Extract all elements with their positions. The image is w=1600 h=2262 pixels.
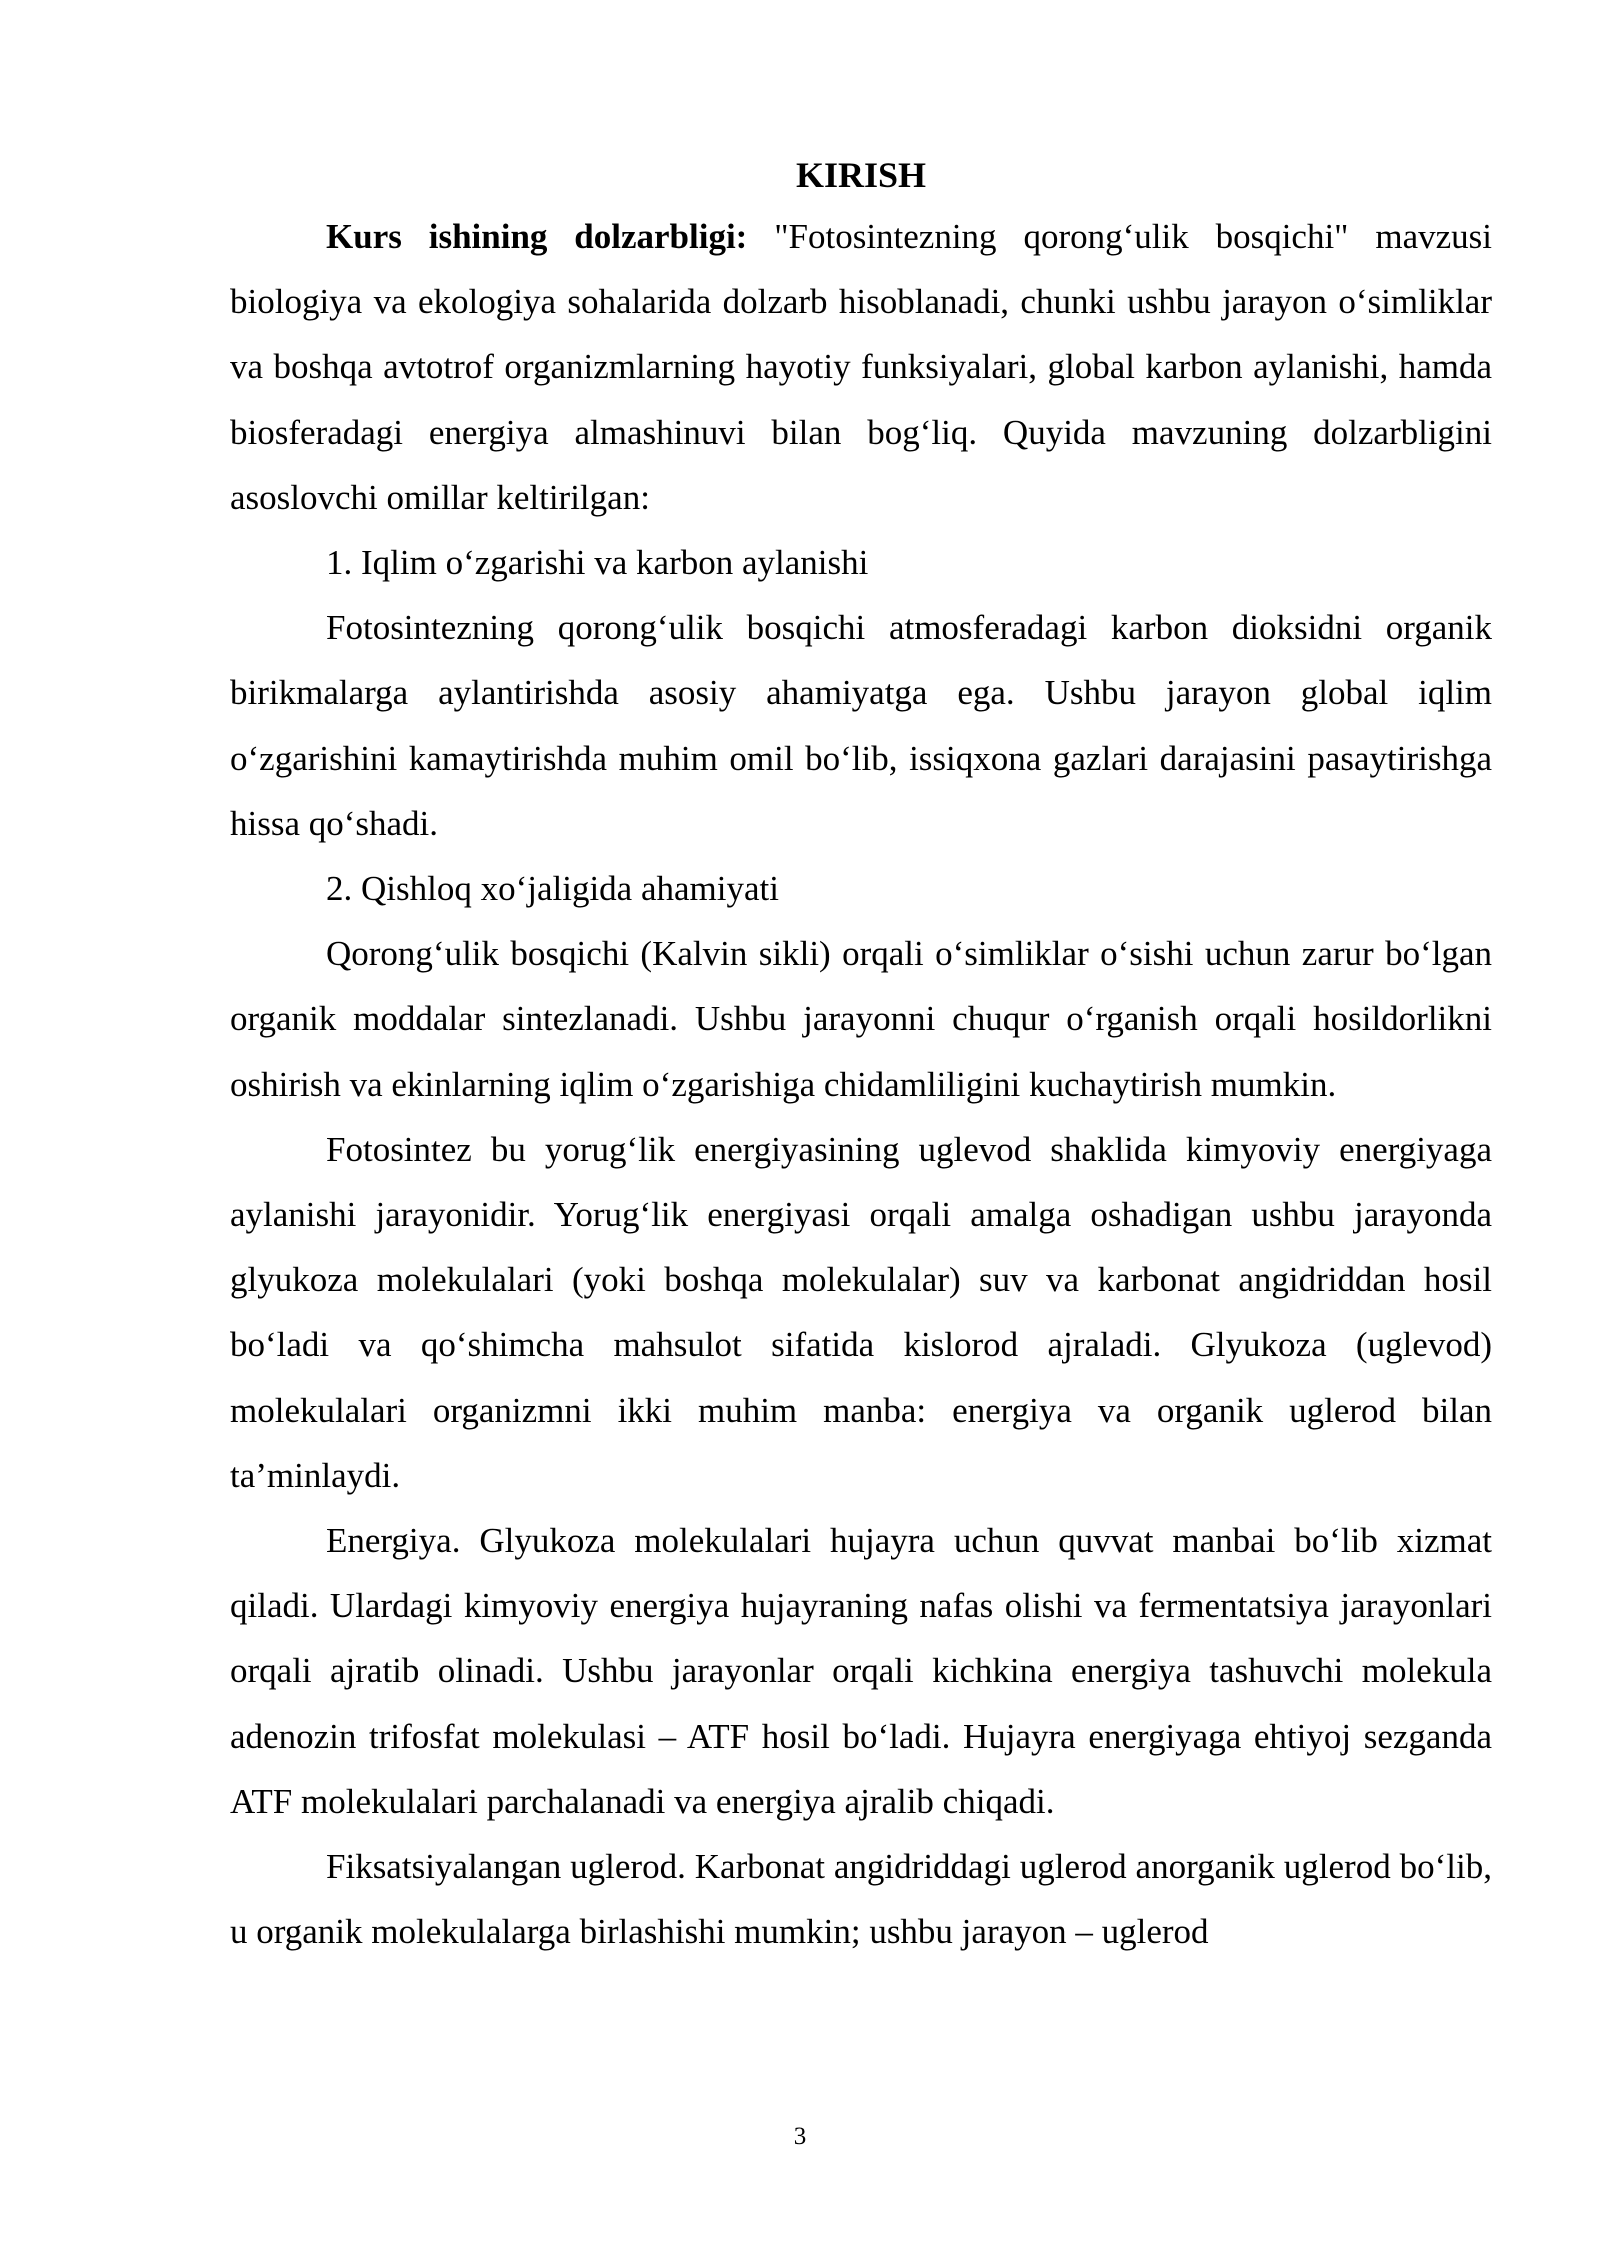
page-number: 3 bbox=[793, 2123, 807, 2150]
photosynthesis-paragraph: Fotosintez bu yorug‘lik energiyasining uglevod shaklida kimyoviy energiyaga aylanishi jarayonidir. Yorug‘lik energiyasi orqali amalga oshadigan ushbu jarayonda glyukoza molekulalari (yoki boshqa molekulalar) suv va karbonat angidriddan hosil bo‘ladi va qo‘shimcha mahsulot sifatida kislorod ajraladi. Glyukoza (uglevod) molekulalari organizmni ikki muhim manba: energiya va organik uglerod bilan ta’minlaydi. bbox=[230, 1129, 1492, 1495]
relevance-text: "Fotosintezning qorong‘ulik bosqichi" mavzusi biologiya va ekologiya sohalarida dolzarb hisoblanadi, chunki ushbu jarayon o‘simliklar va boshqa avtotrof organizmlarning hayotiy funksiyalari, global karbon aylanishi, hamda biosferadagi energiya almashinuvi bilan bog‘liq. Quyida mavzuning dolzarbligini asoslovchi omillar keltirilgan: bbox=[230, 217, 1492, 517]
section-title: KIRISH bbox=[795, 155, 927, 195]
item2-heading: 2. Qishloq xo‘jaligida ahamiyati bbox=[326, 869, 779, 909]
relevance-paragraph bbox=[230, 204, 1492, 530]
item1-heading: 1. Iqlim o‘zgarishi va karbon aylanishi bbox=[326, 543, 869, 583]
item2-paragraph: Qorong‘ulik bosqichi (Kalvin sikli) orqali o‘simliklar o‘sishi uchun zarur bo‘lgan organik moddalar sintezlanadi. Ushbu jarayonni chuqur o‘rganish orqali hosildorlikni oshirish va ekinlarning iqlim o‘zgarishiga chidamliligini kuchaytirish mumkin. bbox=[230, 934, 1492, 1104]
relevance-lead: Kurs ishining dolzarbligi: bbox=[326, 217, 748, 256]
document-page bbox=[230, 148, 1492, 1964]
item1-paragraph: Fotosintezning qorong‘ulik bosqichi atmosferadagi karbon dioksidni organik birikmalarga aylantirishda asosiy ahamiyatga ega. Ushbu jarayon global iqlim o‘zgarishini kamaytirishda muhim omil bo‘lib, issiqxona gazlari darajasini pasaytirishga hissa qo‘shadi. bbox=[230, 608, 1492, 843]
carbon-paragraph: Fiksatsiyalangan uglerod. Karbonat angidriddagi uglerod anorganik uglerod bo‘lib, u organik molekulalarga birlashishi mumkin; ushbu jarayon – uglerod bbox=[230, 1847, 1492, 1952]
energy-paragraph: Energiya. Glyukoza molekulalari hujayra uchun quvvat manbai bo‘lib xizmat qiladi. Ulardagi kimyoviy energiya hujayraning nafas olishi va fermentatsiya jarayonlari orqali ajratib olinadi. Ushbu jarayonlar orqali kichkina energiya tashuvchi molekula adenozin trifosfat molekulasi – ATF hosil bo‘ladi. Hujayra energiyaga ehtiyoj sezganda ATF molekulalari parchalanadi va energiya ajralib chiqadi. bbox=[230, 1521, 1492, 1821]
